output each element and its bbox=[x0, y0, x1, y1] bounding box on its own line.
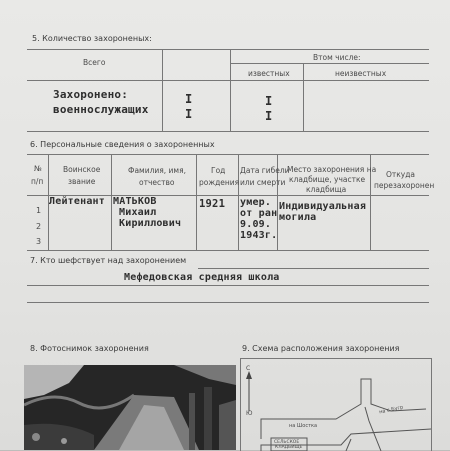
compass-north-label: С bbox=[246, 365, 251, 372]
s5-header-bottom-rule bbox=[27, 80, 429, 81]
s6-h-rank-1: Воинское bbox=[63, 165, 101, 174]
cemetery-label-1: СЕЛЬСКОЕ bbox=[274, 440, 300, 445]
s6-h-death-1: Дата гибели bbox=[240, 166, 290, 175]
s6-row-num-2: 2 bbox=[36, 222, 42, 231]
compass-arrow bbox=[246, 371, 252, 379]
s6-surname: МАТЬКОВ bbox=[113, 196, 157, 207]
s6-divider-3 bbox=[196, 154, 197, 250]
s5-bottom-rule bbox=[27, 131, 429, 132]
s5-col-unknown: неизвестных bbox=[335, 69, 387, 78]
s5-divider-2 bbox=[230, 49, 231, 131]
section7-title: 7. Кто шефствует над захоронением bbox=[30, 256, 187, 265]
s6-h-place-2: кладбище, участке bbox=[289, 175, 366, 184]
s5-subheader-rule bbox=[230, 63, 429, 64]
s6-h-year-1: Год bbox=[211, 166, 226, 175]
s7-rule-3 bbox=[27, 302, 429, 303]
s5-col-total: Всего bbox=[83, 58, 106, 67]
s6-given-2: Кириллович bbox=[119, 218, 182, 229]
s7-rule-1 bbox=[198, 268, 429, 269]
s6-row-num-1: 1 bbox=[36, 206, 42, 215]
s6-h-place-1: Место захоронения на bbox=[287, 165, 377, 174]
s6-place-1: Индивидуальная bbox=[279, 201, 367, 212]
section6-title: 6. Персональные сведения о захороненных bbox=[30, 140, 215, 149]
location-scheme-box bbox=[240, 358, 432, 451]
s6-h-death-2: или смерти bbox=[240, 178, 286, 187]
grave-photo bbox=[24, 365, 236, 450]
s6-h-num-1: № bbox=[34, 164, 42, 173]
s6-year: 1921 bbox=[199, 198, 226, 210]
cemetery-label-2: КЛАДБИЩЕ bbox=[275, 445, 303, 450]
s6-row-num-3: 3 bbox=[36, 237, 42, 246]
s7-rule-2 bbox=[27, 285, 429, 286]
s5-divider-1 bbox=[162, 49, 163, 131]
s6-divider-2 bbox=[111, 154, 112, 250]
s6-death-3: 9.09. bbox=[240, 219, 272, 230]
s6-h-name-1: Фамилия, имя, bbox=[128, 166, 186, 175]
s6-h-from-2: перезахоронен bbox=[374, 181, 435, 190]
s5-known-1: I bbox=[265, 94, 273, 108]
s6-h-num-2: п/п bbox=[31, 177, 44, 186]
s7-patron: Мефедовская средняя школа bbox=[124, 272, 280, 283]
s5-top-rule bbox=[27, 49, 429, 50]
s6-h-from-1: Откуда bbox=[386, 170, 416, 179]
section5-title: 5. Количество захороненых: bbox=[32, 34, 152, 43]
s5-total-2: I bbox=[185, 107, 193, 121]
s6-h-year-2: рождения bbox=[199, 178, 240, 187]
s6-death-2: от ран bbox=[240, 208, 278, 219]
section8-title: 8. Фотоснимок захоронения bbox=[30, 344, 149, 353]
s5-divider-3 bbox=[303, 63, 304, 131]
s5-known-2: I bbox=[265, 109, 273, 123]
s5-row-label-1: Захоронено: bbox=[53, 88, 129, 101]
s5-col-including: Втом числе: bbox=[313, 53, 361, 62]
s6-bottom-rule bbox=[27, 250, 429, 251]
s6-h-rank-2: звание bbox=[68, 177, 96, 186]
compass-south-label: Ю bbox=[246, 410, 253, 417]
s6-given-1: Михаил bbox=[119, 207, 157, 218]
grave-photo-image bbox=[24, 365, 236, 450]
s6-rank: Лейтенант bbox=[49, 196, 105, 207]
s5-row-label-2: военнослужащих bbox=[53, 103, 149, 116]
s5-col-known: известных bbox=[248, 69, 290, 78]
road-label-2: на с.Бугр bbox=[378, 404, 404, 416]
s5-total-1: I bbox=[185, 92, 193, 106]
s6-h-name-2: отчество bbox=[139, 178, 175, 187]
s6-top-rule bbox=[27, 154, 429, 155]
s6-place-2: могила bbox=[279, 212, 317, 223]
s6-divider-4 bbox=[238, 154, 239, 250]
s6-death-4: 1943г. bbox=[240, 230, 278, 241]
s6-h-place-3: кладбища bbox=[306, 185, 347, 194]
road-label-1: на Шостка bbox=[289, 423, 318, 429]
s6-death-1: умер. bbox=[240, 197, 272, 208]
section9-title: 9. Схема расположения захоронения bbox=[242, 344, 400, 353]
